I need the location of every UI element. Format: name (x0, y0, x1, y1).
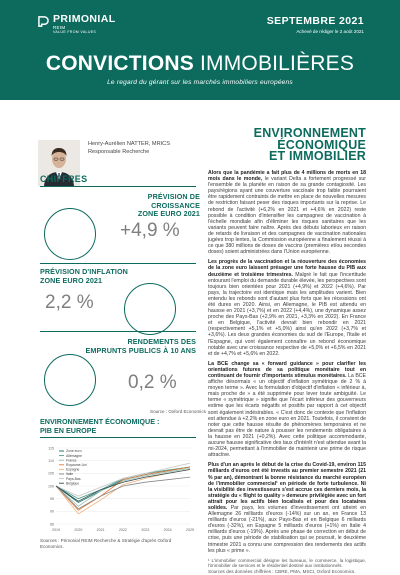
y-tick-label: 90 (50, 509, 54, 514)
paragraph-text: Malgré le fait que l'incertitude entourant l'emploi du demande durable élevée, les perspectives sont toujours bien orientées pour 2021 (+4,9%) et 2022 (+4,6%). Par pays, la trajectoire est identique mais les amplitudes varient. Bien entendu les rebonds sont d'autant plus forts que les récessions ont été dures en 2020. Ainsi, en Allemagne, le PIB est attendu en hausse en 2021 (+3,7%) et en 2022 (+4,4%), une dynamique assez proche des Pays-Bas (+2,9% en 2021, +3,3% en 2022). En France et en Belgique, l'activité devrait bien rebondir en 2021 (respectivement +5,1% et +5,0%) ainsi qu'en 2022 (+3,7% et +3,6%). Les deux grandes économies du sud de l'Europe, l'Italie et l'Espagne, qui vont également connaître un rebond économique notable avec une croissance respective de +5,0% et +6,5% en 2021 et de +4,7% et +5,6% en 2022. (208, 271, 366, 357)
footnote-sources: Sources des données chiffrées : CBRE, PMA, MSCI, Oxford Economics. (208, 568, 356, 574)
x-tick-label: 2023 (141, 528, 150, 532)
article-body (208, 170, 366, 575)
legend-entry: Espagne (66, 467, 80, 472)
stat-bonds-title-line2: EMPRUNTS PUBLICS À 10 ANS (85, 345, 196, 355)
y-tick-label: 115 (48, 446, 54, 451)
stat-inflation-title-line2: ZONE EURO 2021 (40, 275, 103, 285)
article-title-line2: ÉCONOMIQUE (277, 137, 366, 152)
footnote-definition: ¹ L'immobilier commercial désigne les bureaux, le commerce, la logistique, l'immobilier de services et le résidentiel destiné aux institutionnels. (208, 557, 366, 569)
stat-inflation-title (40, 268, 160, 285)
page-title (0, 53, 400, 75)
y-tick-label: 110 (48, 459, 54, 464)
legend-entry: Allemagne (66, 453, 83, 458)
chiffres-source: Source : Oxford Economics (150, 409, 206, 414)
stat-inflation-title-line1: PRÉVISION D'INFLATION (40, 267, 128, 276)
x-tick-label: 2019 (52, 528, 60, 532)
stat-growth-title-line2: ZONE EURO 2021 (137, 209, 200, 218)
paragraph-text: La BCE affiche désormais « un objectif d'inflation symétrique de 2 % à moyen terme ». Avec la formulation d'objectif d'inflation « inférieur à, mais proche de » a été supprimée pour lever toute ambiguïté. Le terme « symétrique » signifie que l'écart inférieur des gouverneurs estime que les écarts négatifs et positifs par rapport à cet objectif sont également indésirables. « C'est donc de contexte que l'inflation est attendue à +2,2% en zone euro en 2021. Toutefois, il convient de noter que cette hausse résulte de phénomènes temporaires et ne devrait pas être de nature à pousser les rendements obligataires à la hausse en 2021 (+0,2%). Avec cette politique accommodante, aucune hausse significative des taux d'intérêt n'est attendue avant la mi-2024, permettant à l'immobilier de maintenir une prime de risque attractive. (208, 373, 367, 459)
primonial-logo-icon (38, 16, 49, 27)
legend-entry: Pays-Bas (66, 476, 81, 481)
paragraph-lead: Les progrès de la vaccination et la réouverture des économies de la zone euro laissent présager une forte hausse du PIB aux deuxième et troisième trimestres. (208, 259, 366, 278)
x-tick-label: 2024 (163, 528, 172, 532)
x-tick-label: 2020 (74, 528, 83, 532)
y-tick-label: 85 (50, 522, 54, 527)
article-title (196, 128, 366, 163)
legend-entry: Royaume-Uni (66, 463, 87, 467)
paragraph-lead: La BCE change sa « forward guidance » pour clarifier les orientations futures de sa politique monétaire tout en continuant de fournir d'importants stimulus monétaires. (208, 360, 366, 379)
stat-inflation-value: 2,2 % (45, 292, 94, 313)
stat-growth-title (120, 193, 200, 219)
issue-date: SEPTEMBRE 2021 (266, 15, 364, 27)
paragraph-lead: Alors que la pandémie a fait plus de 4 millions de morts en 18 mois dans le monde, (208, 170, 366, 183)
page-subtitle: Le regard du gérant sur les marchés immobiliers européens (107, 79, 293, 86)
article-paragraph (208, 462, 366, 553)
stat-growth-value: +4,9 % (120, 220, 180, 241)
y-tick-label: 95 (50, 497, 54, 502)
gdp-line-chart (40, 444, 194, 536)
stat-growth-title-line1: PRÉVISION DE CROISSANCE (147, 192, 200, 210)
author-block (88, 140, 188, 156)
stat-inflation-ring (124, 283, 176, 335)
stat-bonds-title (80, 338, 196, 355)
stat-separator (40, 263, 196, 264)
brand-logo[interactable] (38, 14, 116, 34)
chart-heading (40, 418, 196, 438)
brand-tagline: VALUE FROM VALUES (53, 30, 97, 34)
y-tick-label: 105 (48, 471, 54, 476)
x-tick-label: 2021 (96, 528, 105, 532)
brand-name: PRIMONIAL (53, 13, 116, 25)
chart-heading-line1: ENVIRONNEMENT ÉCONOMIQUE : (40, 417, 160, 426)
article-title-line3: ET IMMOBILIER (268, 149, 366, 163)
header-band (0, 0, 400, 100)
chiffres-heading: CHIFFRES (40, 174, 196, 187)
page-title-light: IMMOBILIÈRES (199, 52, 355, 75)
x-tick-label: 2022 (119, 528, 127, 532)
stat-growth-ring (44, 208, 96, 260)
chart-heading-line2: PIB EN EUROPE (40, 425, 97, 435)
brand-sub: REIM (53, 25, 66, 30)
paragraph-lead: Plus d'un an après le début de la crise du Covid-19, environ 115 milliards d'euros ont été investis au premier semestre 2021 (21 % par an), démontrant la bonne résistance du marché européen de l'immobilier commercial¹ en période de forte turbulence. Ni la visibilité des investisseurs s'est accrue ces derniers mois, la stratégie du « flight to quality » demeure privilégiée avec un fort attrait pour les actifs bien localisés et pour des locataires solides. (208, 462, 366, 511)
legend-entry: Belgique (66, 481, 80, 486)
article-footnote (208, 558, 366, 575)
paragraph-text: Par pays, les volumes d'investissement ont atteint en Allemagne 26 milliards d'euros (-14%) sur un an, en France 13 milliards d'euros (-21%), aux Pays-Bas et en Belgique 6 milliards d'euros (-32%), en Espagne 5 milliards d'euros (+1%) en Italie 4 milliards d'euros (-19%). Après une phase de correction en début de crise, puis une période de stabilisation qui se poursuit, le deuxième trimestre 2021 a connu une compression des rendements des actifs les plus « prime ». (208, 504, 366, 554)
paragraph-text: le variant Delta a fortement progressé sur l'ensemble de la planète en raison de sa grande contagiosité. Les pays/régions ayant une couverture vaccinale trop faible pourraient être rapidement contraints de mettre en place de nouvelles mesures de restriction faisant peser des risques importants sur la reprise. Le rebond de l'activité (+6,2% en 2021 et +4,6% en 2022) reste possible à condition d'intensifier les campagnes de vaccination à l'échelle mondiale afin d'éliminer les risques sanitaires que les variants peuvent faire naître. Après des débuts laborieux en raison de retards de livraison et des campagnes de vaccination nationales jugées trop lentes, la Commission européenne a finalement réussi à ce que 380 millions de doses de vaccins (premières et/ou secondes doses) soient administrées dans l'Union européenne. (208, 176, 366, 256)
article-title-line1: ENVIRONNEMENT (253, 126, 366, 140)
page-title-bold: CONVICTIONS (45, 52, 194, 75)
stat-bonds-value: 0,2 % (128, 372, 177, 393)
stat-separator (40, 331, 196, 332)
article-paragraph (208, 259, 366, 357)
author-role: Responsable Recherche (88, 149, 150, 155)
legend-entry: France (66, 458, 77, 463)
stat-bonds-ring (44, 354, 96, 406)
legend-entry: Zone euro (66, 449, 82, 454)
article-paragraph (208, 170, 366, 255)
stat-bonds-title-line1: RENDEMENTS DES (127, 337, 196, 346)
legend-entry: Italie (66, 472, 74, 477)
article-paragraph (208, 361, 366, 459)
y-tick-label: 100 (48, 484, 54, 489)
author-name: Henry-Aurélien NATTER, MRICS (88, 141, 170, 147)
x-tick-label: 2025 (186, 528, 194, 532)
issue-subdate: Achevé de rédiger le 2 août 2021 (296, 29, 364, 34)
chart-source: Sources : Primonial REIM Recherche & Stratégie d'après Oxford Economics. (40, 538, 172, 549)
